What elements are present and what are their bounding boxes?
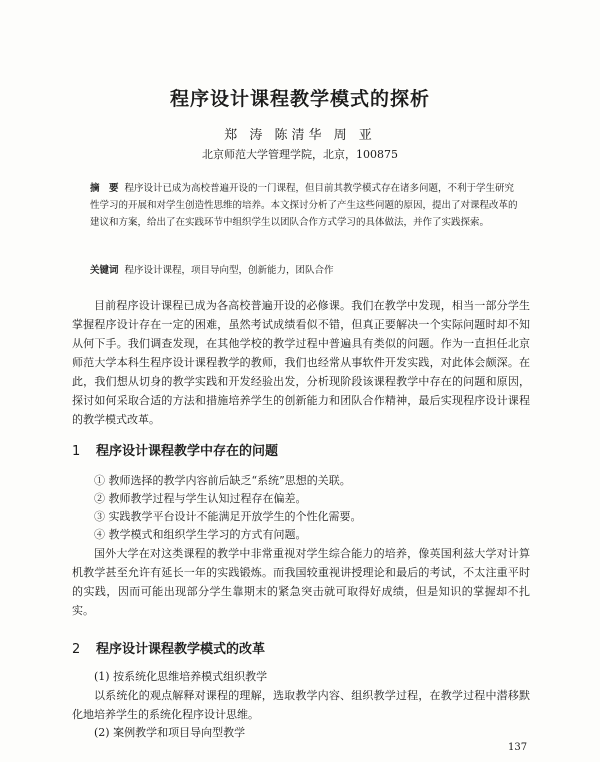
author-list: 郑 涛 陈清华 周 亚: [224, 128, 376, 143]
section-2-number: 2: [72, 642, 81, 657]
subsection-heading: (1) 按系统化思维培养模式组织教学: [94, 670, 268, 683]
section-1-number: 1: [72, 444, 81, 459]
section-2-paragraph: 以系统化的观点解释对课程的理解，选取教学内容、组织教学过程，在教学过程中潜移默化地培养学生的系统化程序设计思维。: [72, 689, 530, 721]
introduction: [72, 296, 530, 429]
section-1-heading: [72, 440, 530, 459]
list-item: ④ 教学模式和组织学生学习的方式有问题。: [94, 528, 307, 541]
keywords-label: 关键词: [90, 265, 119, 276]
section-2-body: [72, 668, 530, 742]
list-item: ② 教师教学过程与学生认知过程存在偏差。: [94, 492, 307, 505]
section-2-heading: [72, 638, 530, 657]
abstract-text: 程序设计已成为高校普遍开设的一门课程，但目前其教学模式存在诸多问题，不利于学生研究性学习的开展和对学生创造性思维的培养。本文探讨分析了产生这些问题的原因，提出了对课程改革的建议和方案，给出了在实践环节中组织学生以团队合作方式学习的具体做法，并作了实践探索。: [90, 183, 518, 228]
abstract-label: 摘 要: [90, 183, 119, 194]
paper-title: 程序设计课程教学模式的探析: [169, 88, 430, 110]
section-1-paragraph: 国外大学在对这类课程的教学中非常重视对学生综合能力的培养，像英国利兹大学对计算机教学甚至允许有延长一年的实践锻炼。而我国较重视讲授理论和最后的考试，不太注重平时的实践，因而可能出现部分学生靠期末的紧急突击就可取得好成绩，但是知识的掌握却不扎实。: [72, 547, 530, 617]
page-number: 137: [508, 742, 528, 753]
subsection-heading: (2) 案例教学和项目导向型教学: [94, 726, 246, 739]
section-1-title: 程序设计课程教学中存在的问题: [96, 444, 279, 459]
intro-paragraph: 目前程序设计课程已成为各高校普遍开设的必修课。我们在教学中发现，相当一部分学生掌握程序设计存在一定的困难，虽然考试成绩看似不错，但真正要解决一个实际问题时却不知从何下手。我们调查发现，在其他学校的教学过程中普遍具有类似的问题。作为一直担任北京师范大学本科生程序设计课程教学的教师，我们也经常从事软件开发实践，对此体会颇深。在此，我们想从切身的教学实践和开发经验出发，分析现阶段该课程教学中存在的问题和原因，探讨如何采取合适的方法和措施培养学生的创新能力和团队合作精神，最后实现程序设计课程的教学模式改革。: [72, 299, 530, 426]
abstract: [90, 180, 522, 231]
section-2-title: 程序设计课程教学模式的改革: [96, 642, 266, 657]
affiliation: 北京师范大学管理学院，北京，100875: [202, 148, 398, 161]
list-item: ① 教师选择的教学内容前后缺乏“系统”思想的关联。: [94, 474, 351, 487]
section-1-body: [72, 472, 530, 620]
keywords-text: 程序设计课程，项目导向型，创新能力，团队合作: [124, 265, 334, 276]
list-item: ③ 实践教学平台设计不能满足开放学生的个性化需要。: [94, 510, 362, 523]
keywords: [90, 262, 522, 279]
